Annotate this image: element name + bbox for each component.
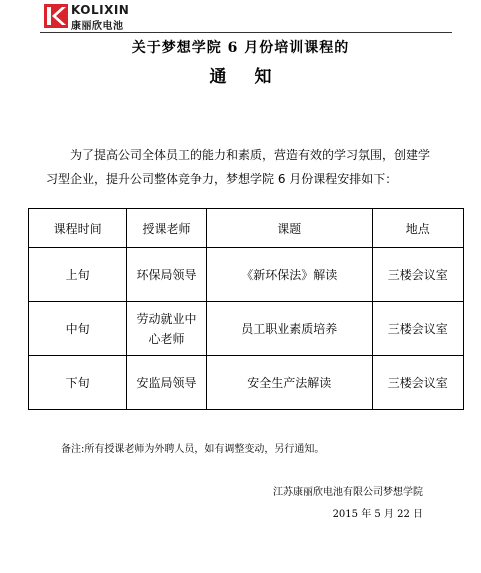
column-header-teacher: 授课老师 — [127, 209, 207, 248]
notice-title: 关于梦想学院 6 月份培训课程的 — [131, 40, 350, 56]
cell-time: 中旬 — [29, 302, 127, 356]
cell-teacher: 安监局领导 — [127, 356, 207, 410]
cell-location: 三楼会议室 — [372, 248, 463, 302]
cell-teacher: 劳动就业中心老师 — [127, 302, 207, 356]
signature-organization: 江苏康丽欣电池有限公司梦想学院 — [273, 487, 423, 498]
cell-topic: 《新环保法》解读 — [206, 248, 372, 302]
cell-time: 上旬 — [29, 248, 127, 302]
cell-time: 下旬 — [29, 356, 127, 410]
remark-note: 备注:所有授课老师为外聘人员，如有调整变动，另行通知。 — [61, 444, 325, 455]
cell-location: 三楼会议室 — [372, 302, 463, 356]
logo-english-text: KOLIXIN — [71, 3, 130, 17]
column-header-topic: 课题 — [206, 209, 372, 248]
table-row — [29, 248, 464, 302]
column-header-location: 地点 — [372, 209, 463, 248]
cell-teacher: 环保局领导 — [127, 248, 207, 302]
intro-paragraph: 为了提高公司全体员工的能力和素质，营造有效的学习氛围，创建学习型企业，提升公司整体竞争力，梦想学院 6 月份课程安排如下： — [46, 148, 431, 186]
cell-topic: 安全生产法解读 — [206, 356, 372, 410]
cell-location: 三楼会议室 — [372, 356, 463, 410]
signature-date: 2015 年 5 月 22 日 — [332, 509, 423, 520]
company-logo — [44, 3, 140, 31]
table-row — [29, 302, 464, 356]
header-divider — [40, 32, 452, 33]
table-row — [29, 356, 464, 410]
letterhead — [0, 0, 481, 34]
kolixin-logo-icon — [44, 4, 68, 28]
course-schedule-table — [28, 208, 464, 410]
logo-chinese-text: 康丽欣电池 — [71, 21, 124, 32]
notice-heading: 通知 — [209, 67, 300, 87]
table-header-row — [29, 209, 464, 248]
column-header-time: 课程时间 — [29, 209, 127, 248]
cell-topic: 员工职业素质培养 — [206, 302, 372, 356]
